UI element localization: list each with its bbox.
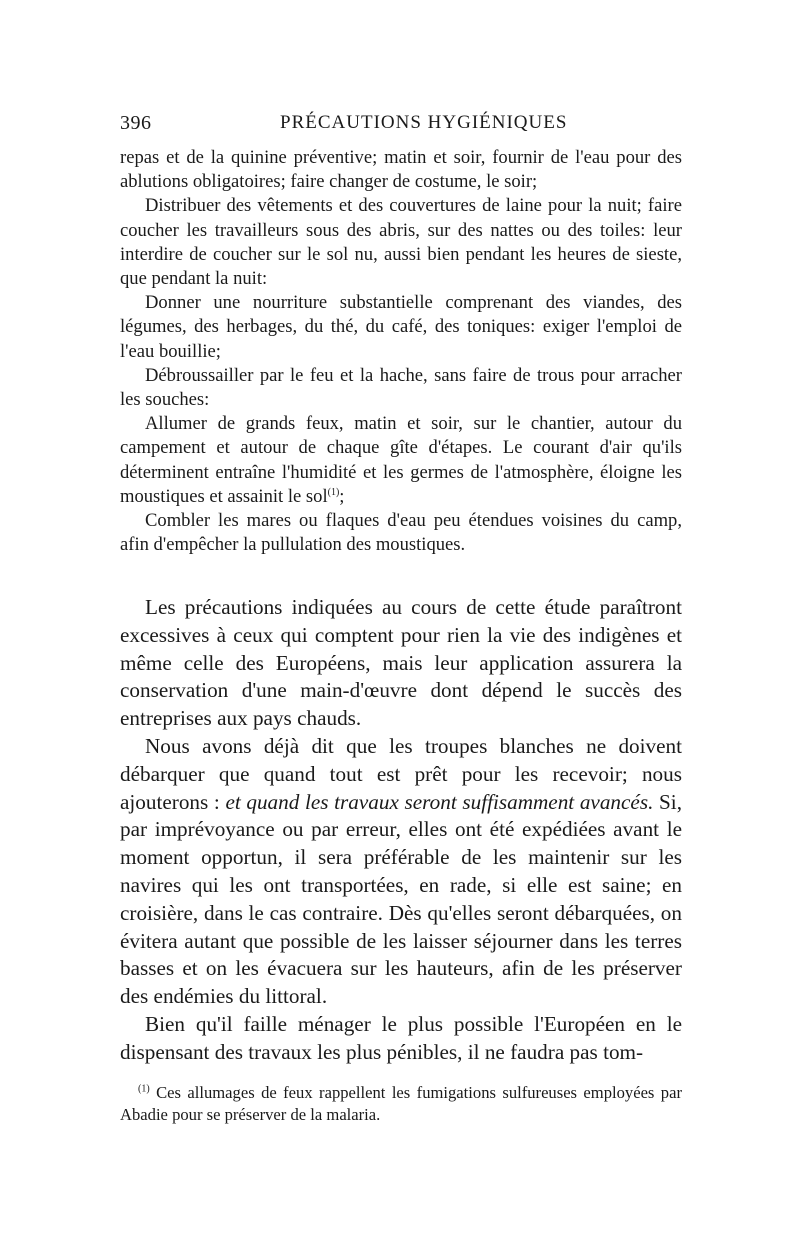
paragraph-feux-end: ; <box>339 485 345 507</box>
paragraph-precautions: Les précautions indiquées au cours de cette étude paraîtront excessives à ceux qui comptent pour rien la vie des indigènes et même celle des Européens, mais leur application assurera la conservation d'une main-d'œuvre dont dépend le succès des entreprises aux pays chauds. <box>120 595 682 731</box>
paragraph-feux <box>120 412 682 509</box>
page-number: 396 <box>120 112 152 134</box>
paragraph-mares: Combler les mares ou flaques d'eau peu étendues voisines du camp, afin d'empêcher la pullulation des moustiques. <box>120 510 682 556</box>
footnote-text: Ces allumages de feux rappellent les fumigations sulfureuses employées par Abadie pour se préserver de la malaria. <box>120 1083 682 1124</box>
paragraph-feux-text: Allumer de grands feux, matin et soir, sur le chantier, autour du campement et autour de chaque gîte d'étapes. Le courant d'air qu'ils déterminent entraîne l'humidité et les germes de l'atmosphère, éloigne les moustiques et assainit le sol <box>120 413 682 507</box>
paragraph-continued: repas et de la quinine préventive; matin et soir, fournir de l'eau pour des ablutions obligatoires; faire changer de costume, le soir; <box>120 147 682 193</box>
paragraph-troupes-b: Si, par imprévoyance ou par erreur, elles ont été expédiées avant le moment opportun, il sera préférable de les maintenir sur les navires qui les ont transportées, en rade, si elle est saine; en croisière, dans le cas contraire. Dès qu'elles seront débarquées, on évitera autant que possible de les laisser séjourner dans les terres basses et on les évacuera sur les hauteurs, afin de les préserver des endémies du littoral. <box>120 789 682 1009</box>
page-header <box>120 112 682 140</box>
paragraph-vetements: Distribuer des vêtements et des couvertures de laine pour la nuit; faire coucher les travailleurs sous des abris, sur des nattes ou des toiles: leur interdire de coucher sur le sol nu, aussi bien pendant les heures de sieste, que pendant la nuit: <box>120 195 682 290</box>
paragraph-debroussailler: Débroussailler par le feu et la hache, sans faire de trous pour arracher les souches: <box>120 364 682 411</box>
running-title: PRÉCAUTIONS HYGIÉNIQUES <box>280 112 568 133</box>
paragraph-europeen: Bien qu'il faille ménager le plus possible l'Européen en le dispensant des travaux les plus pénibles, il ne faudra pas tom- <box>120 1011 682 1064</box>
footnote-reference: (1) <box>327 486 340 498</box>
paragraph-troupes <box>120 733 682 1011</box>
list-paragraphs <box>120 146 682 557</box>
footnote <box>120 1082 682 1126</box>
footnote-paragraph <box>120 1082 682 1126</box>
main-text <box>120 594 682 1067</box>
footnote-marker: (1) <box>138 1083 150 1095</box>
paragraph-nourriture: Donner une nourriture substantielle comprenant des viandes, des légumes, des herbages, du thé, du café, des toniques: exiger l'emploi de l'eau bouillie; <box>120 292 682 362</box>
paragraph-troupes-italic: et quand les travaux seront suffisamment avancés. <box>225 789 654 814</box>
paragraph-troupes-a: Nous avons déjà dit que les troupes blanches ne doivent débarquer que quand tout est prêt pour les recevoir; nous ajouterons : <box>120 733 682 814</box>
